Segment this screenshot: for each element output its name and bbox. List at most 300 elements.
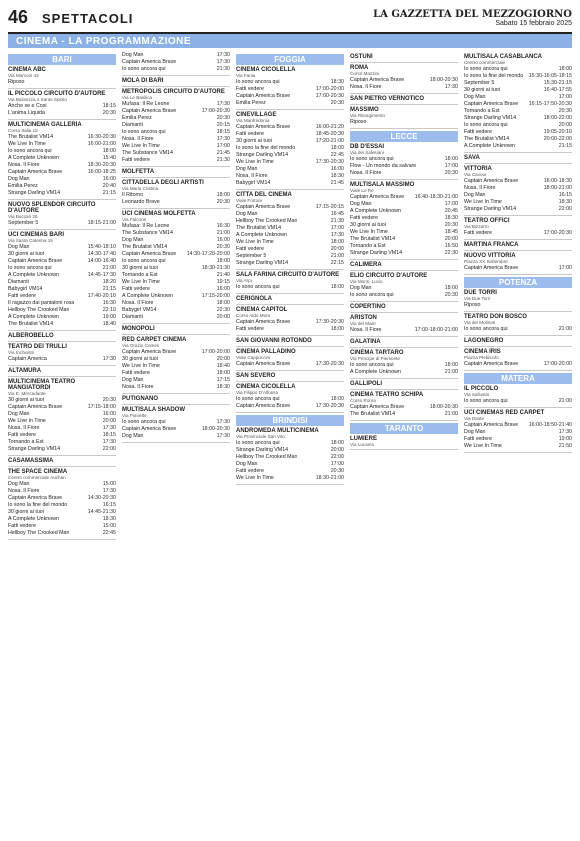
cinema-name: THE SPACE CINEMA xyxy=(8,469,68,475)
film-row xyxy=(8,321,116,328)
film-row xyxy=(8,481,116,488)
film-times: 18:00 xyxy=(330,326,344,332)
divider xyxy=(464,274,572,275)
film-title: Io sono ancora qui xyxy=(236,79,280,85)
film-row xyxy=(236,253,344,260)
film-row xyxy=(8,190,116,197)
film-row xyxy=(236,131,344,138)
cinema-address: Piazza Plebiscito xyxy=(464,355,499,360)
cinema-name: MULTISALA SHADOW xyxy=(122,407,185,413)
film-title: Strange Darling VM14 xyxy=(464,115,517,121)
film-times: 21:30 xyxy=(330,218,344,224)
cinema-address: Viale Lo Re xyxy=(350,188,374,193)
film-row xyxy=(236,124,344,131)
film-times: 17:30-20:30 xyxy=(315,361,344,367)
film-title: Captain America Brave xyxy=(122,349,177,355)
film-title: Dog Man xyxy=(464,94,486,100)
film-times: 20:00 xyxy=(558,122,572,128)
film-row xyxy=(122,244,230,251)
film-title: Hellboy The Crooked Man xyxy=(236,454,298,460)
film-times: 19:05-20:10 xyxy=(543,129,572,135)
film-row xyxy=(464,80,572,87)
film-title: We Live In Time xyxy=(8,418,46,424)
film-row xyxy=(8,432,116,439)
film-title: Nosa. Il Fiore xyxy=(350,327,382,333)
cinema-name: CINEMA CICOLELLA xyxy=(236,384,296,390)
film-title: Dog Man xyxy=(464,429,486,435)
divider xyxy=(464,335,572,336)
film-row xyxy=(8,79,116,86)
divider xyxy=(350,389,458,390)
cinema-name: UCI CINEMAS BARI xyxy=(8,232,65,238)
cinema-name: CERIGNOLA xyxy=(236,296,272,302)
film-row xyxy=(122,265,230,272)
cinema-name: CASAMASSIMA xyxy=(8,458,54,464)
film-times: 21:00 xyxy=(558,326,572,332)
film-row xyxy=(464,185,572,192)
film-row xyxy=(8,258,116,265)
film-row xyxy=(122,230,230,237)
film-times: 17:30 xyxy=(216,59,230,65)
film-row xyxy=(8,495,116,502)
film-row xyxy=(122,384,230,391)
film-row xyxy=(236,468,344,475)
cinema-address: Via Manfredonia xyxy=(236,118,270,123)
film-title: A Complete Unknown xyxy=(8,516,59,522)
film-title: Dog Man xyxy=(236,166,258,172)
film-row xyxy=(236,319,344,326)
film-row xyxy=(122,199,230,206)
cinema-address: Viale Fortore xyxy=(236,198,263,203)
film-times: 18:45 xyxy=(444,229,458,235)
film-title: We Live In Time xyxy=(350,229,388,235)
film-title: Captain America Brave xyxy=(122,251,177,257)
film-row xyxy=(8,251,116,258)
cinema-name: SAN PIETRO VERNOTICO xyxy=(350,96,425,102)
film-row xyxy=(350,156,458,163)
film-times: 22:45 xyxy=(102,530,116,536)
divider xyxy=(350,301,458,302)
film-row xyxy=(464,101,572,108)
film-title: Fatti vedere xyxy=(236,131,264,137)
film-title: Tornando a Est xyxy=(464,108,500,114)
film-times: 21:00 xyxy=(330,253,344,259)
film-times: 18:00-20:30 xyxy=(201,426,230,432)
film-title: Nosa. Il Fiore xyxy=(464,185,496,191)
divider xyxy=(8,466,116,467)
film-times: 18:00 xyxy=(330,284,344,290)
film-title: Captain America Brave xyxy=(350,194,405,200)
film-times: 20:30 xyxy=(558,108,572,114)
film-title: Io sono ancora qui xyxy=(236,396,280,402)
film-title: Captain America Brave xyxy=(8,169,63,175)
film-row xyxy=(350,222,458,229)
film-times: 14:30-17:40 xyxy=(87,251,116,257)
city-header: BRINDISI xyxy=(236,415,344,426)
film-times: 17:30-20:30 xyxy=(315,159,344,165)
film-times: 18:00 xyxy=(216,300,230,306)
film-times: 21:00 xyxy=(558,398,572,404)
divider xyxy=(350,93,458,94)
cinema-name: MARTINA FRANCA xyxy=(464,242,519,248)
film-row xyxy=(464,136,572,143)
film-row xyxy=(464,66,572,73)
film-times: 18:30-21:00 xyxy=(315,475,344,481)
film-times: 16:00-21:00 xyxy=(87,141,116,147)
film-row xyxy=(8,183,116,190)
cinema-name: CINEMA PALLADINO xyxy=(236,349,296,355)
listing-column xyxy=(464,52,572,833)
film-row xyxy=(122,136,230,143)
film-times: 18:40 xyxy=(102,321,116,327)
film-times: 19:15 xyxy=(216,279,230,285)
film-row xyxy=(464,206,572,213)
film-title: Captain America Brave xyxy=(122,426,177,432)
film-row xyxy=(8,516,116,523)
cinema-address: Via Risorgimento xyxy=(350,113,385,118)
film-row xyxy=(350,119,458,126)
film-times: 18:15 xyxy=(102,103,116,109)
cinema-name: DB D'ESSAI xyxy=(350,144,385,150)
film-title: Fatti vedere xyxy=(236,468,264,474)
cinema-name: IL PICCOLO CIRCUITO D'AUTORE xyxy=(8,91,106,97)
film-row xyxy=(8,220,116,227)
city-header: FOGGIA xyxy=(236,54,344,65)
film-times: 16:00 xyxy=(330,166,344,172)
film-title: Nosa. Il Fiore xyxy=(122,300,154,306)
divider xyxy=(8,199,116,200)
cinema-name: MONOPOLI xyxy=(122,326,155,332)
film-title: Emilia Perez xyxy=(8,183,38,189)
film-title: Fatti vedere xyxy=(122,157,150,163)
film-title: The Brutalist VM14 xyxy=(350,411,396,417)
film-row xyxy=(8,502,116,509)
film-row xyxy=(236,326,344,333)
divider xyxy=(350,62,458,63)
film-title: The Brutalist VM14 xyxy=(8,134,54,140)
cinema-name: CITTA DEL CINEMA xyxy=(236,192,292,198)
cinema-address: Via Filippo D'Alfonso xyxy=(236,390,279,395)
film-title: 30 giorni ai tuoi xyxy=(8,397,44,403)
film-row xyxy=(464,129,572,136)
film-times: 15:00 xyxy=(102,523,116,529)
film-title: Fatti vedere xyxy=(236,246,264,252)
film-row xyxy=(236,454,344,461)
film-times: 15:40-18:10 xyxy=(87,244,116,250)
film-times: 22:00 xyxy=(330,454,344,460)
listing-column xyxy=(350,52,458,833)
divider xyxy=(236,189,344,190)
film-times: 18:00-20:30 xyxy=(429,404,458,410)
cinema-address: Corso Mazzini xyxy=(350,71,380,76)
film-row xyxy=(350,292,458,299)
film-row xyxy=(8,530,116,537)
divider xyxy=(8,119,116,120)
cinema-name: MULTISALA MASSIMO xyxy=(350,182,415,188)
cinema-address: Via Inchiostri xyxy=(8,350,35,355)
film-title: 30 giorni ai tuoi xyxy=(122,356,158,362)
film-title: Captain America Brave xyxy=(8,258,63,264)
listing-column xyxy=(8,52,116,833)
film-row xyxy=(464,122,572,129)
film-row xyxy=(236,260,344,267)
film-row xyxy=(8,272,116,279)
film-title: Captain America Brave xyxy=(236,204,291,210)
film-row xyxy=(122,52,230,59)
film-title: Dog Man xyxy=(8,481,30,487)
film-times: 17:30 xyxy=(102,439,116,445)
film-times: 18:30 xyxy=(330,173,344,179)
film-times: 17:20-21:00 xyxy=(315,138,344,144)
film-times: 21:50 xyxy=(558,443,572,449)
film-row xyxy=(8,397,116,404)
film-times: 18:40 xyxy=(216,363,230,369)
cinema-name: MULTICINEMA GALLERIA xyxy=(8,122,82,128)
cinema-address: Via Bizzarro xyxy=(464,224,489,229)
cinema-address: Corso Roma xyxy=(350,398,376,403)
cinema-name: MULTICINEMA TEATRO MANGIATORDI xyxy=(8,379,76,391)
film-row xyxy=(122,115,230,122)
film-row xyxy=(8,314,116,321)
film-times: 17:30-20:30 xyxy=(315,403,344,409)
film-row xyxy=(122,223,230,230)
film-times: 17:00 xyxy=(330,461,344,467)
film-times: 16:30-20:30 xyxy=(87,134,116,140)
film-title: Nosa. Il Fiore xyxy=(350,170,382,176)
film-title: Strange Darling VM14 xyxy=(8,190,61,196)
cinema-name: TEATRO OFFICI xyxy=(464,218,510,224)
film-title: We Live In Time xyxy=(236,475,274,481)
film-row xyxy=(8,169,116,176)
film-title: Mufasa: Il Re Leone xyxy=(122,223,170,229)
film-title: Io sono ancora qui xyxy=(122,419,166,425)
film-row xyxy=(350,243,458,250)
film-row xyxy=(350,163,458,170)
film-title: A Complete Unknown xyxy=(350,208,401,214)
film-title: Hellboy The Crooked Man xyxy=(8,307,70,313)
film-title: Riposo xyxy=(8,79,25,85)
film-times: 18:45-20:30 xyxy=(315,131,344,137)
film-title: Nosa. Il Fiore xyxy=(8,488,40,494)
film-row xyxy=(236,461,344,468)
divider xyxy=(350,104,458,105)
film-title: 30 giorni ai tuoi xyxy=(350,222,386,228)
film-row xyxy=(236,93,344,100)
cinema-address: Centro commerciale Auchan xyxy=(8,475,66,480)
film-times: 16:00-18:25 xyxy=(87,169,116,175)
film-title: Nosa. Il Fiore xyxy=(236,173,268,179)
film-times: 18:30 xyxy=(444,215,458,221)
film-times: 21:15 xyxy=(102,286,116,292)
film-row xyxy=(464,108,572,115)
cinema-name: RED CARPET CINEMA xyxy=(122,337,187,343)
film-row xyxy=(122,66,230,73)
cinema-name: SAN GIOVANNI ROTONDO xyxy=(236,338,312,344)
film-title: Dog Man xyxy=(8,244,30,250)
cinema-address: Via Bainsizza 4 Santo Spirito xyxy=(8,97,67,102)
film-title: Captain America Brave xyxy=(122,59,177,65)
film-row xyxy=(236,138,344,145)
film-row xyxy=(350,362,458,369)
film-title: Babygirl VM14 xyxy=(122,307,157,313)
film-times: 17:30 xyxy=(216,136,230,142)
cinema-name: COPERTINO xyxy=(350,304,386,310)
film-title: Io sono ancora qui xyxy=(464,398,508,404)
cinema-name: ROMA xyxy=(350,65,369,71)
film-times: 16:00 xyxy=(216,237,230,243)
film-row xyxy=(350,84,458,91)
film-times: 16:00 xyxy=(102,176,116,182)
divider xyxy=(236,335,344,336)
film-times: 18:30 xyxy=(102,516,116,522)
cinema-address: Via Cavour xyxy=(464,172,487,177)
film-row xyxy=(8,411,116,418)
film-title: Fatti vedere xyxy=(464,230,492,236)
film-row xyxy=(8,488,116,495)
film-title: Fatti vedere xyxy=(8,293,36,299)
cinema-address: Via Sallustio xyxy=(464,392,490,397)
film-row xyxy=(350,170,458,177)
cinema-address: Via dei Molinari xyxy=(464,320,496,325)
divider xyxy=(464,311,572,312)
film-row xyxy=(236,239,344,246)
city-header: BARI xyxy=(8,54,116,65)
film-row xyxy=(8,162,116,169)
cinema-address: Via Santa Caterina 19 xyxy=(8,238,53,243)
cinema-name: MOLFETTA xyxy=(122,169,155,175)
film-row xyxy=(8,356,116,363)
divider xyxy=(350,420,458,421)
film-title: Anche se e Cosi xyxy=(8,103,47,109)
film-times: 17:15 xyxy=(216,377,230,383)
film-row xyxy=(122,293,230,300)
film-row xyxy=(236,173,344,180)
film-times: 16:40-17:55 xyxy=(543,87,572,93)
film-row xyxy=(122,370,230,377)
film-title: Fatti vedere xyxy=(122,370,150,376)
film-title: Tornando a Est xyxy=(350,243,386,249)
newspaper-title xyxy=(373,9,572,27)
listings-columns xyxy=(8,52,572,833)
film-title: Mufasa: Il Re Leone xyxy=(122,101,170,107)
film-times: 17:15-20:15 xyxy=(315,204,344,210)
film-times: 21:45 xyxy=(216,150,230,156)
film-title: A Complete Unknown xyxy=(8,155,59,161)
film-times: 16:45 xyxy=(330,211,344,217)
cinema-name: CINEVILLAGE xyxy=(236,112,277,118)
film-title: 30 giorni ai tuoi xyxy=(464,87,500,93)
divider xyxy=(464,250,572,251)
film-title: A Complete Unknown xyxy=(350,369,401,375)
film-title: We Live In Time xyxy=(464,443,502,449)
film-title: 30 giorni ai tuoi xyxy=(8,251,44,257)
film-title: 30 giorni ai tuoi xyxy=(8,509,44,515)
film-row xyxy=(8,110,116,117)
film-row xyxy=(122,349,230,356)
film-title: Fatti vedere xyxy=(8,523,36,529)
cinema-name: CINEMA TEATRO SCHIPA xyxy=(350,392,424,398)
film-title: Tornando a Est xyxy=(8,439,44,445)
film-times: 21:00 xyxy=(102,265,116,271)
film-row xyxy=(464,87,572,94)
film-title: Nosa. Il Fiore xyxy=(8,162,40,168)
film-times: 18:30-21:30 xyxy=(201,265,230,271)
divider xyxy=(236,346,344,347)
film-times: 22:00 xyxy=(558,206,572,212)
film-times: 20:15 xyxy=(216,122,230,128)
film-title: The Brutalist VM14 xyxy=(350,236,396,242)
film-times: 20:00 xyxy=(216,356,230,362)
film-times: 16:30 xyxy=(216,223,230,229)
film-times: 18:15 xyxy=(216,129,230,135)
film-times: 17:30 xyxy=(216,101,230,107)
film-title: Captain America Brave xyxy=(350,77,405,83)
film-title: September 5 xyxy=(464,80,495,86)
page-header xyxy=(8,8,572,34)
film-row xyxy=(122,258,230,265)
film-row xyxy=(350,229,458,236)
film-title: Captain America Brave xyxy=(122,108,177,114)
divider xyxy=(122,86,230,87)
film-row xyxy=(236,440,344,447)
divider xyxy=(350,270,458,271)
divider xyxy=(236,412,344,413)
film-row xyxy=(236,159,344,166)
cinema-name: ANDROMEDA MULTICINEMA xyxy=(236,428,319,434)
film-row xyxy=(122,251,230,258)
divider xyxy=(236,109,344,110)
film-title: Captain America Brave xyxy=(236,403,291,409)
film-row xyxy=(464,398,572,405)
film-title: We Live In Time xyxy=(122,143,160,149)
film-title: Riposo xyxy=(464,302,481,308)
film-times: 17:00 xyxy=(216,143,230,149)
cinema-name: MULTISALA CASABLANCA xyxy=(464,54,542,60)
film-times: 17:00 xyxy=(330,225,344,231)
film-row xyxy=(122,363,230,370)
film-times: 14:00-16:40 xyxy=(87,258,116,264)
film-row xyxy=(122,192,230,199)
cinema-address: Via E. Mercadante xyxy=(8,391,46,396)
film-title: Captain America Brave xyxy=(464,178,519,184)
film-title: Leonardo Brave xyxy=(122,199,160,205)
film-times: 17:30 xyxy=(102,488,116,494)
film-times: 17:30 xyxy=(558,429,572,435)
film-title: Strange Darling VM14 xyxy=(236,260,289,266)
film-times: 17:30 xyxy=(102,356,116,362)
cinema-name: ARISTON xyxy=(350,315,377,321)
film-row xyxy=(8,509,116,516)
film-row xyxy=(236,86,344,93)
film-times: 21:00 xyxy=(444,411,458,417)
cinema-address: Via Falcone xyxy=(122,217,147,222)
film-title: Nosa. Il Fiore xyxy=(122,136,154,142)
film-times: 22:30 xyxy=(444,250,458,256)
cinema-name: LAGONEGRO xyxy=(464,338,504,344)
film-row xyxy=(464,265,572,272)
film-times: 20:45 xyxy=(444,208,458,214)
divider xyxy=(350,449,458,450)
cinema-address: Via Dante xyxy=(464,416,485,421)
cinema-address: Via Maria Cristina xyxy=(122,186,159,191)
film-times: 16:30 xyxy=(102,300,116,306)
cinema-address: Via Due Torri xyxy=(464,296,491,301)
film-row xyxy=(8,293,116,300)
cinema-name: SAVA xyxy=(464,155,480,161)
film-row xyxy=(236,403,344,410)
film-title: September 5 xyxy=(236,253,267,259)
cinema-name: PUTIGNANO xyxy=(122,396,158,402)
